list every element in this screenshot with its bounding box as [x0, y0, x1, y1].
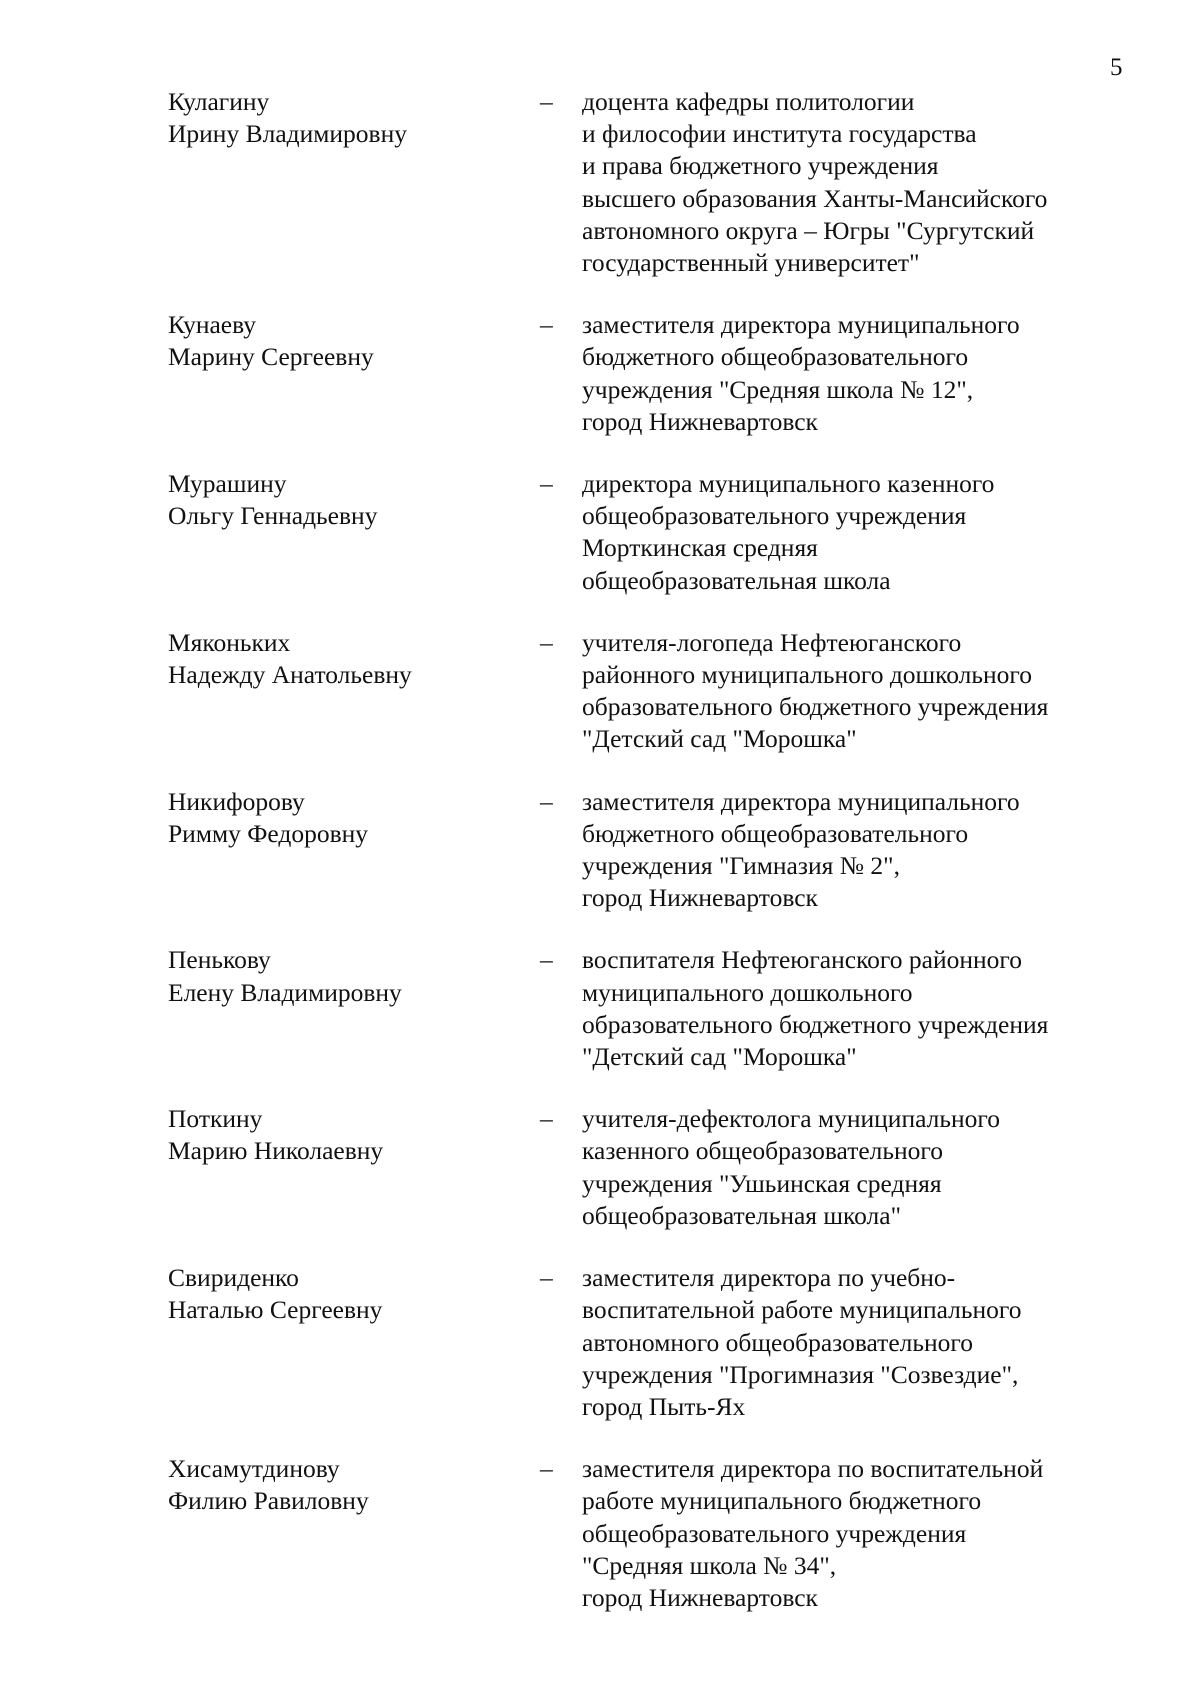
given-names: Ольгу Геннадьевну	[168, 501, 378, 531]
position-description	[582, 1103, 1168, 1232]
page-number: 5	[1110, 54, 1123, 81]
description-line: образовательного бюджетного учреждения	[582, 1009, 1049, 1039]
surname: Поткину	[168, 1104, 263, 1134]
person-name	[168, 309, 540, 373]
description-line: автономного общеобразовательного	[582, 1327, 973, 1357]
given-names: Елену Владимировну	[168, 977, 402, 1007]
description-line: высшего образования Ханты-Мансийского	[582, 183, 1048, 213]
surname: Хисамутдинову	[168, 1454, 340, 1484]
description-line: "Детский сад "Морошка"	[582, 1042, 857, 1072]
appointee-entry	[168, 1103, 1168, 1232]
description-line: воспитательной работе муниципального	[582, 1295, 1022, 1325]
appointee-entry	[168, 86, 1168, 279]
surname: Никифорову	[168, 786, 305, 816]
description-line: директора муниципального казенного	[582, 469, 995, 499]
given-names: Римму Федоровну	[168, 818, 369, 848]
description-line: учителя-дефектолога муниципального	[582, 1104, 1000, 1134]
position-description	[582, 468, 1168, 597]
description-line: общеобразовательная школа	[582, 565, 891, 595]
separator-dash: –	[540, 1263, 553, 1293]
description-line: государственный университет"	[582, 248, 920, 278]
person-name	[168, 468, 540, 532]
position-description	[582, 309, 1168, 438]
description-line: город Нижневартовск	[582, 406, 818, 436]
appointee-entry	[168, 944, 1168, 1073]
position-description	[582, 1453, 1168, 1614]
description-line: бюджетного общеобразовательного	[582, 342, 969, 372]
given-names: Наталью Сергеевну	[168, 1295, 383, 1325]
separator-dash: –	[540, 1454, 553, 1484]
description-line: общеобразовательного учреждения	[582, 1518, 967, 1548]
description-line: муниципального дошкольного	[582, 977, 913, 1007]
surname: Пенькову	[168, 945, 271, 975]
description-line: автономного округа – Югры "Сургутский	[582, 215, 1035, 245]
description-line: общеобразовательного учреждения	[582, 501, 967, 531]
position-description	[582, 86, 1168, 279]
description-line: и философии института государства	[582, 119, 977, 149]
position-description	[582, 1262, 1168, 1423]
appointee-list	[168, 86, 1168, 1614]
description-line: заместителя директора по воспитательной	[582, 1454, 1044, 1484]
description-line: учреждения "Гимназия № 2",	[582, 851, 900, 881]
person-name	[168, 1453, 540, 1517]
description-line: и права бюджетного учреждения	[582, 151, 939, 181]
given-names: Марину Сергеевну	[168, 342, 374, 372]
person-name	[168, 86, 540, 150]
description-line: учреждения "Прогимназия "Созвездие",	[582, 1359, 1019, 1389]
description-line: "Детский сад "Морошка"	[582, 724, 857, 754]
separator-dash: –	[540, 87, 553, 116]
description-line: заместителя директора муниципального	[582, 310, 1020, 340]
position-description	[582, 786, 1168, 915]
appointee-entry	[168, 1262, 1168, 1423]
description-line: образовательного бюджетного учреждения	[582, 692, 1049, 722]
surname: Свириденко	[168, 1263, 299, 1293]
description-line: город Пыть-Ях	[582, 1391, 746, 1421]
description-line: заместителя директора по учебно-	[582, 1263, 956, 1293]
surname: Кунаеву	[168, 310, 257, 340]
description-line: районного муниципального дошкольного	[582, 660, 1033, 690]
appointee-entry	[168, 627, 1168, 756]
description-line: заместителя директора муниципального	[582, 786, 1020, 816]
description-line: город Нижневартовск	[582, 1582, 818, 1612]
description-line: учителя-логопеда Нефтеюганского	[582, 627, 962, 657]
description-line: доцента кафедры политологии	[582, 87, 915, 116]
person-name	[168, 1103, 540, 1167]
person-name	[168, 786, 540, 850]
description-line: учреждения "Ушьинская средняя	[582, 1168, 942, 1198]
description-line: Морткинская средняя	[582, 533, 818, 563]
appointee-entry	[168, 468, 1168, 597]
separator-dash: –	[540, 786, 553, 816]
appointee-entry	[168, 309, 1168, 438]
separator-dash: –	[540, 1104, 553, 1134]
given-names: Филию Равиловну	[168, 1486, 369, 1516]
appointee-entry	[168, 786, 1168, 915]
description-line: город Нижневартовск	[582, 883, 818, 913]
person-name	[168, 627, 540, 691]
separator-dash: –	[540, 310, 553, 340]
description-line: общеобразовательная школа"	[582, 1200, 901, 1230]
given-names: Надежду Анатольевну	[168, 660, 412, 690]
person-name	[168, 944, 540, 1008]
position-description	[582, 944, 1168, 1073]
description-line: воспитателя Нефтеюганского районного	[582, 945, 1022, 975]
description-line: бюджетного общеобразовательного	[582, 818, 969, 848]
appointee-entry	[168, 1453, 1168, 1614]
description-line: "Средняя школа № 34",	[582, 1550, 837, 1580]
separator-dash: –	[540, 469, 553, 499]
description-line: учреждения "Средняя школа № 12",	[582, 374, 974, 404]
given-names: Ирину Владимировну	[168, 119, 407, 149]
description-line: казенного общеобразовательного	[582, 1136, 943, 1166]
given-names: Марию Николаевну	[168, 1136, 384, 1166]
separator-dash: –	[540, 627, 553, 657]
surname: Кулагину	[168, 87, 270, 116]
separator-dash: –	[540, 945, 553, 975]
description-line: работе муниципального бюджетного	[582, 1486, 982, 1516]
surname: Мяконьких	[168, 627, 291, 657]
surname: Мурашину	[168, 469, 287, 499]
person-name	[168, 1262, 540, 1326]
position-description	[582, 627, 1168, 756]
